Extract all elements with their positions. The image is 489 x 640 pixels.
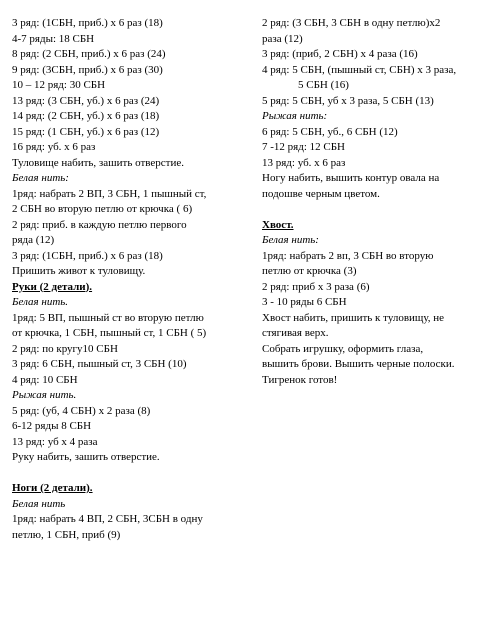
yarn-color-label: Белая нить. [12,296,69,308]
text-line: 1ряд: набрать 4 ВП, 2 СБН, 3СБН в одну [12,513,203,525]
yarn-color-label: Белая нить [12,497,66,510]
text-line: Ногу набить, вышить контур овала на [262,172,440,184]
text-line: раза (12) [262,32,303,45]
text-line: петлю, 1 СБН, приб (9) [12,528,121,541]
text-line: Пришить живот к туловищу. [12,265,146,277]
text-line: Тигренок готов! [262,373,338,386]
text-line: Собрать игрушку, оформить глаза, [262,342,424,355]
text-line: 5 ряд: (уб, 4 СБН) х 2 раза (8) [12,404,151,417]
text-line: 4 ряд: 10 СБН [12,373,78,386]
text-line: 14 ряд: (2 СБН, уб.) х 6 раз (18) [12,110,160,122]
text-line: 5 СБН (16) [298,79,349,91]
yarn-color-label: Рыжая нить: [262,110,328,122]
text-line: от крючка, 1 СБН, пышный ст, 1 СБН ( 5) [12,327,207,339]
text-line: 3 ряд: 6 СБН, пышный ст, 3 СБН (10) [12,358,187,370]
text-line: 1ряд: набрать 2 ВП, 3 СБН, 1 пышный ст, [12,187,207,200]
text-line: 13 ряд: уб х 4 раза [12,435,98,448]
text-line: 1ряд: набрать 2 вп, 3 СБН во вторую [262,249,434,262]
left-text-column [12,16,242,543]
text-line: петлю от крючка (3) [262,265,357,277]
text-line: 16 ряд: уб. х 6 раз [12,141,96,153]
text-line: 2 ряд: (3 СБН, 3 СБН в одну петлю)х2 [262,17,441,29]
text-line: 8 ряд: (2 СБН, приб.) х 6 раз (24) [12,48,166,60]
text-line: 2 ряд: по кругу10 СБН [12,342,118,355]
yarn-color-label: Белая нить: [12,172,69,184]
blank-line [262,202,484,218]
text-line: Туловище набить, зашить отверстие. [12,156,184,169]
text-line: 3 ряд: (1СБН, приб.) х 6 раз (18) [12,17,163,29]
text-line: 4 ряд: 5 СБН, (пышный ст, СБН) х 3 раза, [262,63,457,76]
text-line: 13 ряд: уб. х 6 раз [262,156,346,169]
text-line: 3 - 10 ряды 6 СБН [262,296,347,308]
text-line: 1ряд: 5 ВП, пышный ст во вторую петлю [12,311,204,324]
text-line: 2 СБН во вторую петлю от крючка ( 6) [12,203,193,215]
text-line: 7 -12 ряд: 12 СБН [262,141,345,153]
text-line: 2 ряд: приб х 3 раза (6) [262,280,370,293]
text-line: Хвост набить, пришить к туловищу, не [262,311,445,324]
text-line: 3 ряд: (1СБН, приб.) х 6 раз (18) [12,249,163,262]
text-line: 6-12 ряды 8 СБН [12,420,92,432]
text-line: подошве черным цветом. [262,187,380,200]
text-line: Руку набить, зашить отверстие. [12,451,160,463]
text-line: 4-7 ряды: 18 СБН [12,32,95,45]
text-line: 15 ряд: (1 СБН, уб.) х 6 раз (12) [12,125,160,138]
text-line: вышить брови. Вышить черные полоски. [262,358,455,370]
text-line: ряда (12) [12,234,55,246]
yarn-color-label: Белая нить: [262,234,319,246]
yarn-color-label: Рыжая нить. [12,389,77,401]
section-heading: Хвост. [262,218,294,231]
section-heading: Ноги (2 детали). [12,482,93,494]
text-line: 13 ряд: (3 СБН, уб.) х 6 раз (24) [12,94,160,107]
text-line: 9 ряд: (3СБН, приб.) х 6 раз (30) [12,63,163,76]
blank-line [12,466,242,482]
text-line: 6 ряд: 5 СБН, уб., 6 СБН (12) [262,125,398,138]
text-line: 3 ряд: (приб, 2 СБН) х 4 раза (16) [262,48,418,60]
section-heading: Руки (2 детали). [12,280,93,293]
right-text-column [262,16,484,388]
text-line: 10 – 12 ряд: 30 СБН [12,79,106,91]
text-line: 5 ряд: 5 СБН, уб х 3 раза, 5 СБН (13) [262,94,434,107]
text-line: стягивая верх. [262,327,329,339]
text-line: 2 ряд: приб. в каждую петлю первого [12,218,187,231]
